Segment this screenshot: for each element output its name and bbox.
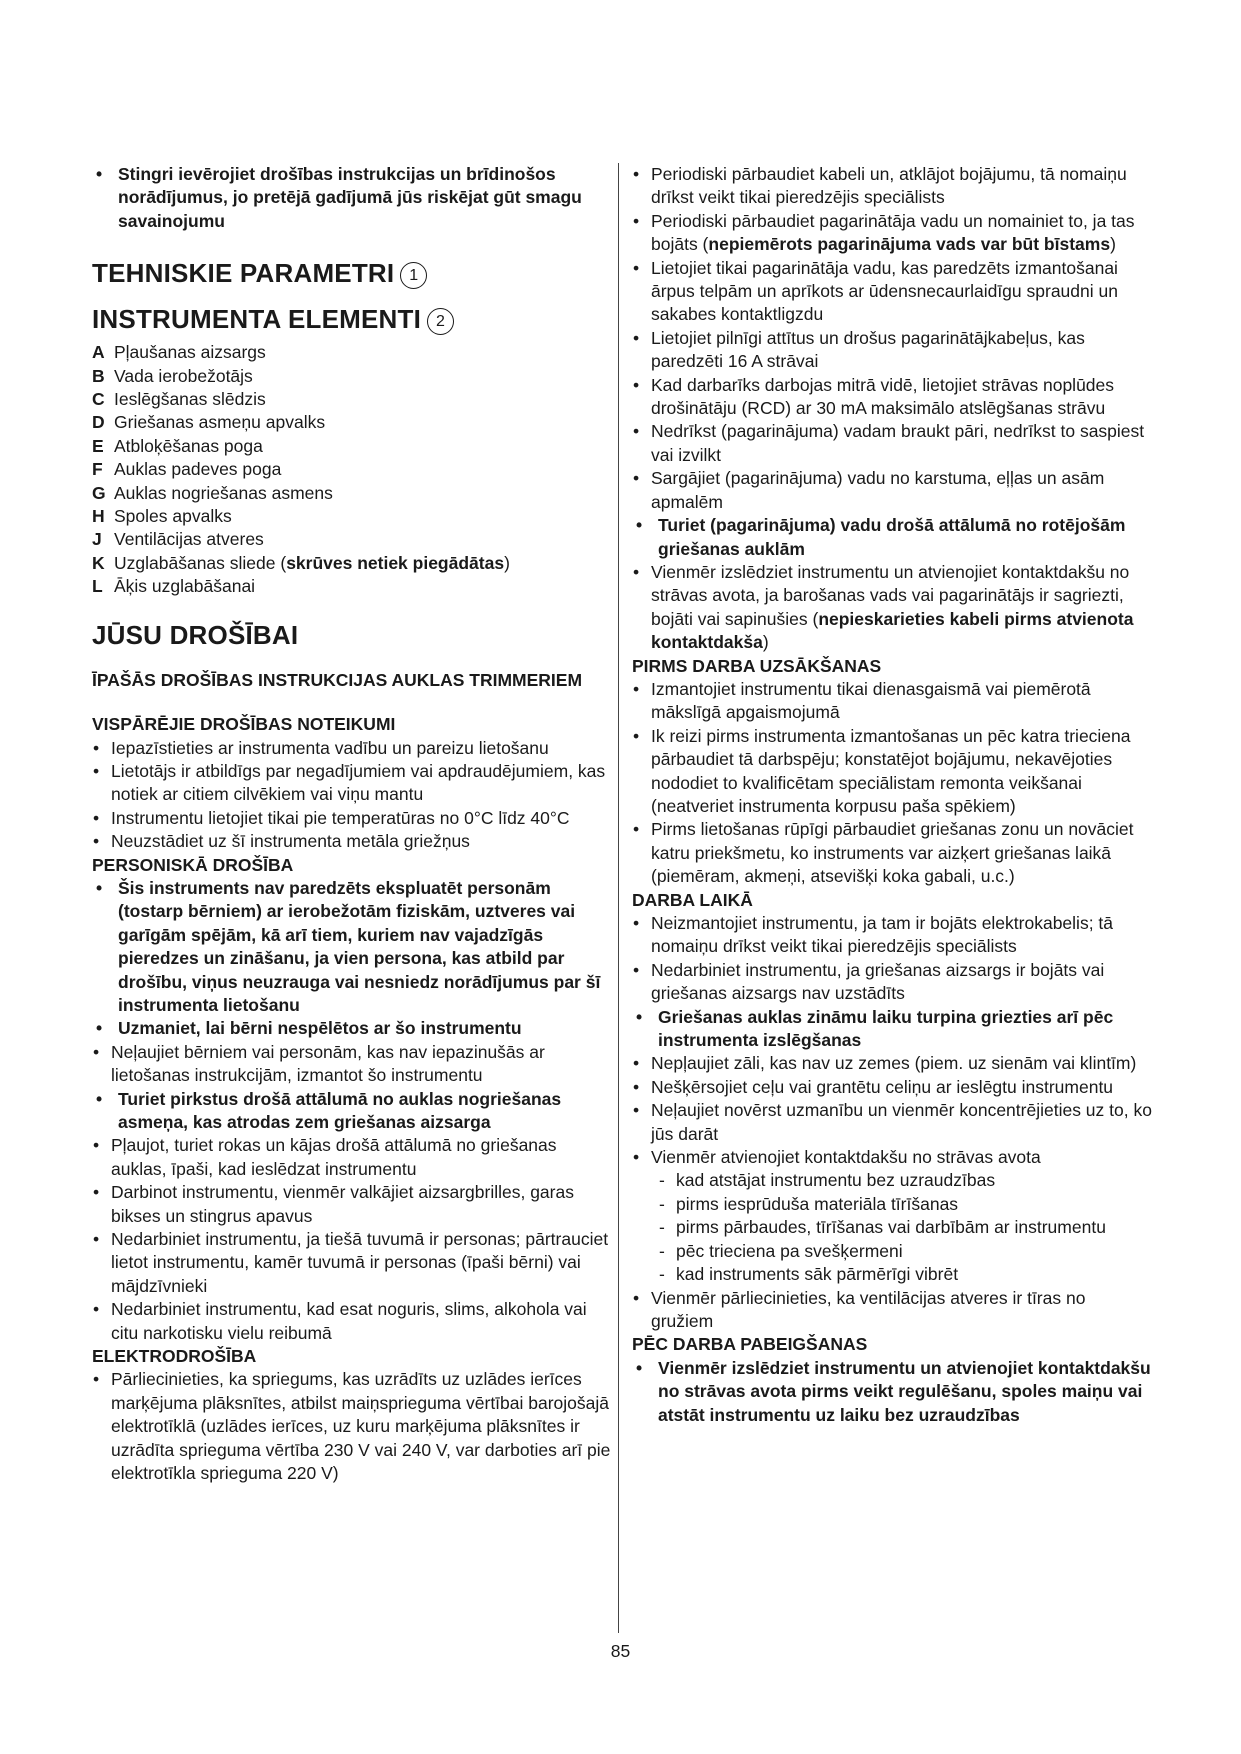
cable-item bbox=[632, 561, 1152, 655]
cable-item-close: ) bbox=[762, 632, 769, 653]
during-item: • Nepļaujiet zāli, kas nav uz zemes (piem. uz sienām vai klintīm) bbox=[632, 1052, 1152, 1075]
before-item: • Pirms lietošanas rūpīgi pārbaudiet griešanas zonu un novāciet katru priekšmetu, ko instruments var aizķert griešanas laikā (piemēram, akmeņi, atsevišķi koka gabali, u.c.) bbox=[632, 818, 1152, 888]
heading-tech-params bbox=[92, 257, 612, 289]
cable-item: • Lietojiet pilnīgi attītus un drošus pagarinātājkabeļus, kas paredzēti 16 A strāvai bbox=[632, 327, 1152, 374]
top-warning: • Stingri ievērojiet drošības instrukcijas un brīdinošos norādījumus, jo pretējā gadījumā jūs riskējat gūt smagu savainojumu bbox=[92, 163, 612, 233]
element-text: Ieslēgšanas slēdzis bbox=[114, 389, 266, 410]
element-key: G bbox=[92, 482, 106, 503]
cable-item-text: Vienmēr izslēdziet instrumentu un atvienojiet kontaktdakšu no strāvas avota, ja barošanas vads vai pagarinātājs ir sagriezti, bojāti vai sapinušies ( bbox=[651, 561, 1130, 629]
element-key: K bbox=[92, 552, 105, 573]
subheading-special: ĪPAŠĀS DROŠĪBAS INSTRUKCIJAS AUKLAS TRIMMERIEM bbox=[92, 669, 583, 690]
during-item: • Neizmantojiet instrumentu, ja tam ir bojāts elektrokabelis; tā nomaiņu drīkst veikt tikai pieredzējis speciālists bbox=[632, 912, 1152, 959]
during-item: • Vienmēr atvienojiet kontaktdakšu no strāvas avota bbox=[632, 1146, 1152, 1169]
element-k-close: ) bbox=[504, 552, 510, 573]
personal-item: • Darbinot instrumentu, vienmēr valkājiet aizsargbrilles, garas bikses un stingrus apavus bbox=[92, 1181, 612, 1228]
during-item: • Nešķērsojiet ceļu vai grantētu celiņu ar ieslēgtu instrumentu bbox=[632, 1076, 1152, 1099]
element-text: Auklas padeves poga bbox=[114, 459, 282, 480]
personal-item: • Nedarbiniet instrumentu, ja tiešā tuvumā ir personas; pārtrauciet lietot instrumentu, kamēr tuvumā ir personas (īpaši bērni) vai mājdzīvnieki bbox=[92, 1228, 612, 1298]
personal-item-bold: • Uzmaniet, lai bērni nespēlētos ar šo instrumentu bbox=[92, 1017, 612, 1040]
figure-ref-1: 1 bbox=[400, 262, 427, 289]
cable-item-text: Periodiski pārbaudiet pagarinātāja vadu un nomainiet to, ja tas bojāts ( bbox=[651, 210, 1135, 255]
during-item: • Vienmēr pārliecinieties, ka ventilācijas atveres ir tīras no gružiem bbox=[632, 1287, 1152, 1334]
electric-item: • Pārliecinieties, ka spriegums, kas uzrādīts uz uzlādes ierīces marķējuma plāksnītes, atbilst maiņsprieguma vērtībai barojošajā elektrotīklā (uzlādes ierīces, uz kuru marķējuma plāksnītes ir uzrādīta sprieguma vērtība 230 V vai 240 V, var darboties arī pie elektrotīkla sprieguma 220 V) bbox=[92, 1368, 612, 1485]
element-text: Uzglabāšanas sliede ( bbox=[114, 552, 287, 573]
element-c bbox=[92, 388, 612, 411]
element-key: D bbox=[92, 412, 105, 433]
cable-item-close: ) bbox=[1110, 234, 1116, 255]
left-column bbox=[92, 163, 612, 1486]
general-item: • Iepazīstieties ar instrumenta vadību un pareizu lietošanu bbox=[92, 737, 612, 760]
general-item: • Instrumentu lietojiet tikai pie temperatūras no 0°C līdz 40°C bbox=[92, 807, 612, 830]
element-b bbox=[92, 365, 612, 388]
page-number: 85 bbox=[610, 1641, 631, 1661]
cable-item-bold: nepieskarieties kabeli pirms atvienota kontaktdakša bbox=[651, 608, 1134, 653]
subheading-personal: PERSONISKĀ DROŠĪBA bbox=[92, 854, 294, 875]
element-text: Auklas nogriešanas asmens bbox=[114, 482, 333, 503]
heading-elements bbox=[92, 303, 612, 335]
element-e bbox=[92, 435, 612, 458]
element-text: Āķis uzglabāšanai bbox=[114, 576, 256, 597]
element-key: J bbox=[92, 529, 102, 550]
before-item: • Izmantojiet instrumentu tikai dienasgaismā vai piemērotā mākslīgā apgaismojumā bbox=[632, 678, 1152, 725]
general-item: • Neuzstādiet uz šī instrumenta metāla griežņus bbox=[92, 830, 612, 853]
cable-item-bold: • Turiet (pagarinājuma) vadu drošā attālumā no rotējošām griešanas auklām bbox=[632, 514, 1152, 561]
dash-item: - pēc trieciena pa svešķermeni bbox=[632, 1240, 1152, 1263]
element-text: Atbloķēšanas poga bbox=[114, 435, 263, 456]
element-l bbox=[92, 575, 612, 598]
personal-item: • Pļaujot, turiet rokas un kājas drošā attālumā no griešanas auklas, īpaši, kad ieslēdzat instrumentu bbox=[92, 1134, 612, 1181]
subheading-general: VISPĀRĒJIE DROŠĪBAS NOTEIKUMI bbox=[92, 714, 396, 735]
heading-tech-label: TEHNISKIE PARAMETRI bbox=[92, 258, 395, 289]
dash-item: - kad instruments sāk pārmērīgi vibrēt bbox=[632, 1263, 1152, 1286]
subheading-before: PIRMS DARBA UZSĀKŠANAS bbox=[632, 655, 882, 676]
subheading-electric: ELEKTRODROŠĪBA bbox=[92, 1346, 257, 1367]
element-key: L bbox=[92, 576, 103, 597]
element-key: A bbox=[92, 342, 105, 363]
column-divider bbox=[618, 163, 619, 1633]
element-text: Ventilācijas atveres bbox=[114, 529, 264, 550]
subheading-after: PĒC DARBA PABEIGŠANAS bbox=[632, 1334, 868, 1355]
dash-item: - pirms iesprūduša materiāla tīrīšanas bbox=[632, 1193, 1152, 1216]
element-j bbox=[92, 528, 612, 551]
personal-item-bold: • Šis instruments nav paredzēts ekspluatēt personām (tostarp bērniem) ar ierobežotām fiziskām, uztveres vai garīgām spējām, kā arī tiem, kuriem nav vajadzīgās pieredzes un zināšanu, ja vien persona, kas atbild par drošību, viņus neuzrauga vai nesniedz norādījumus par šī instrumenta lietošanu bbox=[92, 877, 612, 1017]
cable-item: • Kad darbarīks darbojas mitrā vidē, lietojiet strāvas noplūdes drošinātāju (RCD) ar 30 mA maksimālo atslēgšanas strāvu bbox=[632, 374, 1152, 421]
dash-item: - pirms pārbaudes, tīrīšanas vai darbībām ar instrumentu bbox=[632, 1216, 1152, 1239]
after-item-bold: • Vienmēr izslēdziet instrumentu un atvienojiet kontaktdakšu no strāvas avota pirms veikt regulēšanu, spoles maiņu vai atstāt instrumentu uz laiku bez uzraudzības bbox=[632, 1357, 1152, 1427]
dash-item: - kad atstājat instrumentu bez uzraudzības bbox=[632, 1169, 1152, 1192]
element-text: Griešanas asmeņu apvalks bbox=[114, 412, 326, 433]
element-k bbox=[92, 552, 612, 575]
personal-item: • Nedarbiniet instrumentu, kad esat noguris, slims, alkohola vai citu narkotisku vielu reibumā bbox=[92, 1298, 612, 1345]
cable-item-bold: nepiemērots pagarinājuma vads var būt bīstams bbox=[708, 234, 1111, 255]
cable-item: • Sargājiet (pagarinājuma) vadu no karstuma, eļļas un asām apmalēm bbox=[632, 467, 1152, 514]
element-key: F bbox=[92, 459, 103, 480]
element-key: B bbox=[92, 365, 105, 386]
during-item: • Neļaujiet novērst uzmanību un vienmēr koncentrējieties uz to, ko jūs darāt bbox=[632, 1099, 1152, 1146]
cable-item bbox=[632, 210, 1152, 257]
subheading-during: DARBA LAIKĀ bbox=[632, 889, 753, 910]
element-text: Pļaušanas aizsargs bbox=[114, 342, 266, 363]
element-key: E bbox=[92, 435, 104, 456]
during-item: • Nedarbiniet instrumentu, ja griešanas aizsargs ir bojāts vai griešanas aizsargs nav uzstādīts bbox=[632, 959, 1152, 1006]
element-key: H bbox=[92, 506, 105, 527]
before-item: • Ik reizi pirms instrumenta izmantošanas un pēc katra trieciena pārbaudiet tā darbspēju; konstatējot bojājumu, nekavējoties nododiet to kvalificētam speciālistam remonta veikšanai (neatveriet instrumenta korpusu paša spēkiem) bbox=[632, 725, 1152, 819]
element-d bbox=[92, 411, 612, 434]
cable-item: • Lietojiet tikai pagarinātāja vadu, kas paredzēts izmantošanai ārpus telpām un aprīkots ar ūdensnecaurlaidīgu spraudni un sakabes kontaktligzdu bbox=[632, 257, 1152, 327]
element-k-bold: skrūves netiek piegādātas bbox=[286, 552, 505, 573]
element-text: Vada ierobežotājs bbox=[114, 365, 253, 386]
figure-ref-2: 2 bbox=[427, 308, 454, 335]
element-g bbox=[92, 482, 612, 505]
cable-item: • Periodiski pārbaudiet kabeli un, atklājot bojājumu, tā nomaiņu drīkst veikt tikai pieredzējis speciālists bbox=[632, 163, 1152, 210]
heading-elements-label: INSTRUMENTA ELEMENTI bbox=[92, 304, 421, 335]
heading-safety: JŪSU DROŠĪBAI bbox=[92, 619, 299, 650]
during-item-bold: • Griešanas auklas zināmu laiku turpina griezties arī pēc instrumenta izslēgšanas bbox=[632, 1006, 1152, 1053]
element-a bbox=[92, 341, 612, 364]
personal-item: • Neļaujiet bērniem vai personām, kas nav iepazinušās ar lietošanas instrukcijām, izmantot šo instrumentu bbox=[92, 1041, 612, 1088]
element-h bbox=[92, 505, 612, 528]
elements-list bbox=[92, 341, 612, 598]
element-f bbox=[92, 458, 612, 481]
cable-item: • Nedrīkst (pagarinājuma) vadam braukt pāri, nedrīkst to saspiest vai izvilkt bbox=[632, 420, 1152, 467]
element-text: Spoles apvalks bbox=[114, 506, 232, 527]
general-item: • Lietotājs ir atbildīgs par negadījumiem vai apdraudējumiem, kas notiek ar citiem cilvēkiem vai viņu mantu bbox=[92, 760, 612, 807]
personal-item-bold: • Turiet pirkstus drošā attālumā no auklas nogriešanas asmeņa, kas atrodas zem griešanas aizsarga bbox=[92, 1088, 612, 1135]
right-column bbox=[632, 163, 1152, 1427]
element-key: C bbox=[92, 389, 105, 410]
